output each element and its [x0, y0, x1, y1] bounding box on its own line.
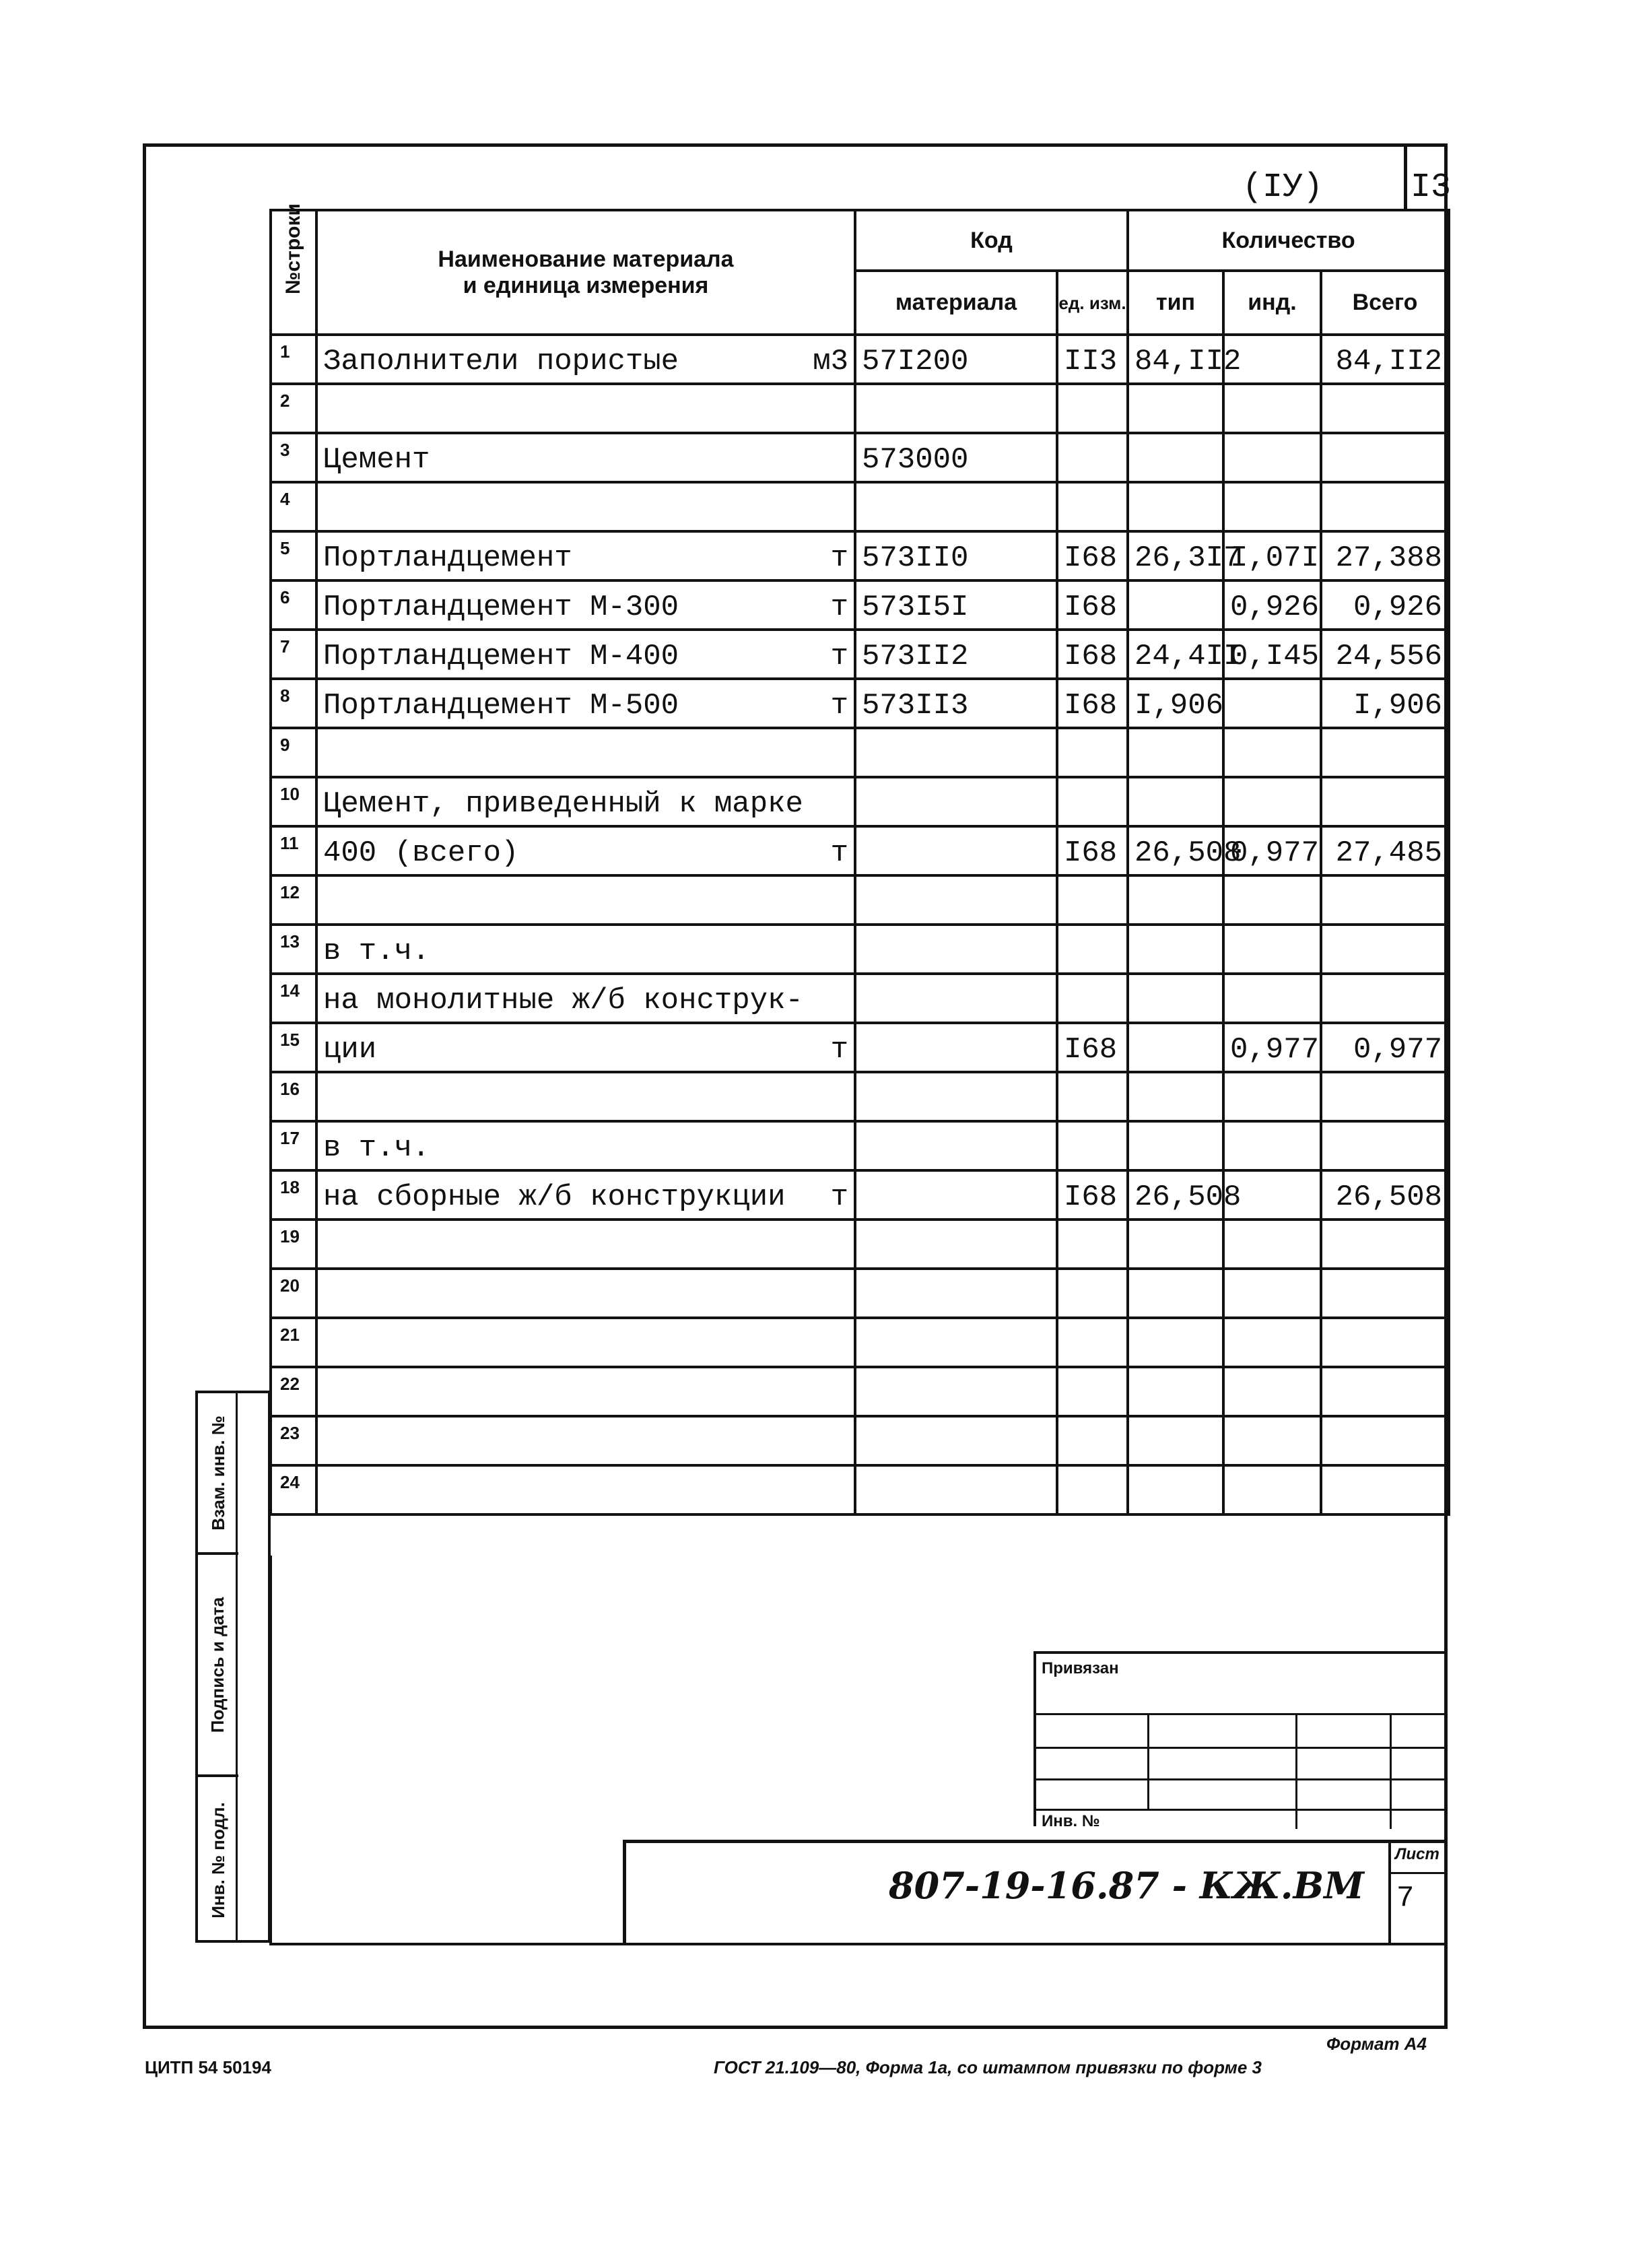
material-code: [855, 1072, 1057, 1121]
unit-code: I68: [1057, 1023, 1128, 1072]
row-number: 23: [271, 1416, 316, 1465]
unit-code: I68: [1057, 1170, 1128, 1220]
qty-total: 27,485: [1321, 826, 1449, 875]
qty-total: [1321, 1121, 1449, 1170]
unit-code: I68: [1057, 630, 1128, 679]
table-row: [271, 875, 1449, 925]
material-code: [855, 384, 1057, 433]
material-code: [855, 728, 1057, 777]
table-row: [271, 335, 1449, 384]
qty-total: [1321, 1367, 1449, 1416]
qty-type: 26,508: [1128, 1170, 1223, 1220]
qty-total: [1321, 974, 1449, 1023]
binding-label: Привязан: [1042, 1659, 1119, 1677]
material-code: [855, 1318, 1057, 1367]
table-row: [271, 1367, 1449, 1416]
binding-inv-label: Инв. №: [1042, 1812, 1100, 1830]
binding-divider: [1295, 1713, 1297, 1829]
sheet-list-line: [1391, 1872, 1448, 1874]
qty-type: [1128, 728, 1223, 777]
material-name: [316, 630, 855, 679]
qty-ind: [1223, 1072, 1321, 1121]
material-name: [316, 1416, 855, 1465]
table-row: [271, 580, 1449, 630]
table-row: [271, 826, 1449, 875]
side-stamp-divider: [236, 1393, 238, 1943]
material-code: [855, 925, 1057, 974]
row-number: 24: [271, 1465, 316, 1514]
qty-total: [1321, 1465, 1449, 1514]
qty-ind: [1223, 777, 1321, 826]
unit-code: I68: [1057, 580, 1128, 630]
material-code: 573000: [855, 433, 1057, 482]
qty-total: 0,926: [1321, 580, 1449, 630]
sheet-number: I3: [1411, 168, 1452, 207]
bottom-area-bottom-border: [269, 1943, 1448, 1945]
qty-type: 24,4II: [1128, 630, 1223, 679]
qty-type: [1128, 777, 1223, 826]
side-stamp-podpis: Подпись и дата: [198, 1555, 238, 1777]
material-code: [855, 1170, 1057, 1220]
row-number: 22: [271, 1367, 316, 1416]
qty-type: [1128, 1367, 1223, 1416]
header-row-number: №строки: [271, 210, 316, 335]
binding-divider: [1390, 1713, 1392, 1829]
header-material-name: Наименование материала и единица измерения: [316, 210, 855, 335]
qty-total: 26,508: [1321, 1170, 1449, 1220]
qty-type: [1128, 1121, 1223, 1170]
unit-code: [1057, 875, 1128, 925]
sheet-list-label: Лист: [1395, 1845, 1439, 1863]
material-unit: м3: [813, 345, 848, 378]
unit-code: [1057, 1220, 1128, 1269]
material-name: [316, 1318, 855, 1367]
sheet-list-value: 7: [1396, 1881, 1415, 1915]
material-name: [316, 875, 855, 925]
unit-code: [1057, 974, 1128, 1023]
table-row: [271, 728, 1449, 777]
qty-type: [1128, 384, 1223, 433]
material-unit: т: [830, 640, 848, 673]
material-name: [316, 580, 855, 630]
material-name: [316, 728, 855, 777]
material-name-text: в т.ч.: [323, 935, 430, 968]
material-name-text: Портландцемент: [323, 541, 572, 575]
material-name: [316, 925, 855, 974]
material-name: [316, 1023, 855, 1072]
qty-type: [1128, 1318, 1223, 1367]
qty-type: 26,508: [1128, 826, 1223, 875]
bottom-area-left-border: [269, 1556, 272, 1943]
qty-total: 24,556: [1321, 630, 1449, 679]
row-number: 5: [271, 531, 316, 580]
material-unit: т: [830, 541, 848, 575]
material-code: [855, 777, 1057, 826]
material-name: [316, 679, 855, 728]
side-stamp-inv: Инв. № подл.: [207, 1801, 228, 1919]
material-name: [316, 1170, 855, 1220]
qty-ind: [1223, 1465, 1321, 1514]
table-row: [271, 777, 1449, 826]
header-qty-type: тип: [1128, 271, 1223, 335]
row-number: 18: [271, 1170, 316, 1220]
table-row: [271, 1416, 1449, 1465]
material-name: [316, 1269, 855, 1318]
qty-type: [1128, 1023, 1223, 1072]
sheet-list-box: [1388, 1840, 1448, 1943]
materials-table: [269, 203, 1450, 1516]
unit-code: [1057, 728, 1128, 777]
material-name-text: Цемент, приведенный к марке: [323, 787, 803, 821]
table-row: [271, 630, 1449, 679]
material-name-text: на сборные ж/б конструкции: [323, 1180, 786, 1214]
material-name: [316, 826, 855, 875]
header-code-group: Код: [855, 210, 1128, 271]
row-number: 9: [271, 728, 316, 777]
material-unit: т: [830, 836, 848, 870]
qty-ind: 0,I45: [1223, 630, 1321, 679]
qty-type: [1128, 433, 1223, 482]
qty-type: [1128, 974, 1223, 1023]
qty-ind: [1223, 1220, 1321, 1269]
material-name-text: Заполнители пористые: [323, 345, 679, 378]
header-quantity-group: Количество: [1128, 210, 1449, 271]
unit-code: [1057, 777, 1128, 826]
qty-total: 84,II2: [1321, 335, 1449, 384]
material-name-text: ции: [323, 1033, 377, 1067]
qty-ind: [1223, 974, 1321, 1023]
qty-type: [1128, 1269, 1223, 1318]
row-number: 6: [271, 580, 316, 630]
qty-ind: 0,926: [1223, 580, 1321, 630]
qty-type: [1128, 875, 1223, 925]
qty-type: I,906: [1128, 679, 1223, 728]
material-code: 573II2: [855, 630, 1057, 679]
qty-ind: [1223, 1416, 1321, 1465]
row-number: 3: [271, 433, 316, 482]
binding-line: [1036, 1778, 1448, 1780]
qty-ind: [1223, 384, 1321, 433]
material-code: 573II3: [855, 679, 1057, 728]
material-name-text: Портландцемент М-400: [323, 640, 679, 673]
qty-total: 27,388: [1321, 531, 1449, 580]
unit-code: [1057, 1465, 1128, 1514]
qty-total: [1321, 1318, 1449, 1367]
qty-total: [1321, 482, 1449, 531]
qty-total: [1321, 925, 1449, 974]
row-number: 15: [271, 1023, 316, 1072]
table-row: [271, 1220, 1449, 1269]
qty-ind: [1223, 679, 1321, 728]
unit-code: I68: [1057, 531, 1128, 580]
qty-ind: [1223, 1367, 1321, 1416]
header-code-material: материала: [855, 271, 1057, 335]
row-number: 13: [271, 925, 316, 974]
material-code: [855, 482, 1057, 531]
binding-line: [1036, 1809, 1448, 1811]
sheet-section-mark: (IУ): [1242, 168, 1324, 207]
qty-ind: [1223, 1121, 1321, 1170]
table-row: [271, 482, 1449, 531]
table-row: [271, 1072, 1449, 1121]
header-code-unit: ед. изм.: [1057, 271, 1128, 335]
row-number: 16: [271, 1072, 316, 1121]
row-number: 11: [271, 826, 316, 875]
qty-ind: [1223, 728, 1321, 777]
qty-type: [1128, 1072, 1223, 1121]
qty-ind: [1223, 482, 1321, 531]
material-code: [855, 1220, 1057, 1269]
material-name: [316, 1367, 855, 1416]
qty-ind: [1223, 875, 1321, 925]
material-name: [316, 433, 855, 482]
table-row: [271, 974, 1449, 1023]
row-number: 7: [271, 630, 316, 679]
material-name: [316, 384, 855, 433]
qty-type: 84,II2: [1128, 335, 1223, 384]
material-name: [316, 974, 855, 1023]
unit-code: [1057, 482, 1128, 531]
row-number: 4: [271, 482, 316, 531]
material-code: [855, 1416, 1057, 1465]
header-qty-ind: инд.: [1223, 271, 1321, 335]
table-row: [271, 1318, 1449, 1367]
table-row: [271, 679, 1449, 728]
qty-ind: [1223, 1269, 1321, 1318]
qty-type: [1128, 580, 1223, 630]
material-name-text: Цемент: [323, 443, 430, 477]
qty-type: [1128, 1416, 1223, 1465]
material-unit: т: [830, 1033, 848, 1067]
document-code: 807-19-16.87 - КЖ.ВМ: [889, 1864, 1364, 1907]
side-stamp-vzam: Взам. инв. №: [198, 1393, 238, 1555]
format-label: Формат А4: [1326, 2034, 1427, 2054]
qty-total: [1321, 1269, 1449, 1318]
unit-code: [1057, 925, 1128, 974]
material-code: [855, 1465, 1057, 1514]
qty-ind: 0,977: [1223, 1023, 1321, 1072]
table-row: [271, 1269, 1449, 1318]
binding-line: [1036, 1747, 1448, 1749]
material-code: 57I200: [855, 335, 1057, 384]
qty-type: [1128, 1220, 1223, 1269]
row-number: 1: [271, 335, 316, 384]
row-number: 17: [271, 1121, 316, 1170]
row-number: 20: [271, 1269, 316, 1318]
qty-total: [1321, 875, 1449, 925]
qty-ind: 0,977: [1223, 826, 1321, 875]
material-name: [316, 335, 855, 384]
table-row: [271, 1023, 1449, 1072]
unit-code: [1057, 1318, 1128, 1367]
table-row: [271, 531, 1449, 580]
material-code: [855, 875, 1057, 925]
material-name: [316, 1220, 855, 1269]
qty-total: 0,977: [1321, 1023, 1449, 1072]
material-code: [855, 1121, 1057, 1170]
material-unit: т: [830, 689, 848, 723]
qty-type: [1128, 925, 1223, 974]
qty-total: [1321, 728, 1449, 777]
qty-total: [1321, 384, 1449, 433]
row-number: 2: [271, 384, 316, 433]
material-name: [316, 777, 855, 826]
footer-gost: ГОСТ 21.109—80, Форма 1а, со штампом привязки по форме 3: [714, 2057, 1262, 2077]
row-number: 14: [271, 974, 316, 1023]
material-code: [855, 826, 1057, 875]
table-row: [271, 1121, 1449, 1170]
material-name: [316, 1072, 855, 1121]
material-name: [316, 1121, 855, 1170]
binding-divider: [1147, 1713, 1149, 1809]
unit-code: [1057, 1416, 1128, 1465]
qty-type: [1128, 482, 1223, 531]
table-row: [271, 1170, 1449, 1220]
unit-code: I68: [1057, 679, 1128, 728]
material-name-text: в т.ч.: [323, 1131, 430, 1165]
qty-total: [1321, 777, 1449, 826]
material-code: 573II0: [855, 531, 1057, 580]
unit-code: [1057, 1269, 1128, 1318]
qty-ind: [1223, 433, 1321, 482]
material-name: [316, 531, 855, 580]
material-name: [316, 482, 855, 531]
unit-code: [1057, 433, 1128, 482]
row-number: 12: [271, 875, 316, 925]
material-name-text: 400 (всего): [323, 836, 519, 870]
qty-total: [1321, 433, 1449, 482]
table-row: [271, 925, 1449, 974]
qty-total: I,906: [1321, 679, 1449, 728]
row-number: 19: [271, 1220, 316, 1269]
qty-ind: [1223, 925, 1321, 974]
footer-left-code: ЦИТП 54 50194: [145, 2057, 271, 2077]
material-code: 573I5I: [855, 580, 1057, 630]
row-number: 8: [271, 679, 316, 728]
material-name-text: Портландцемент М-300: [323, 591, 679, 624]
side-stamp: [195, 1391, 271, 1943]
qty-type: 26,3I7: [1128, 531, 1223, 580]
qty-ind: [1223, 1318, 1321, 1367]
unit-code: [1057, 1072, 1128, 1121]
qty-total: [1321, 1220, 1449, 1269]
material-code: [855, 974, 1057, 1023]
material-unit: т: [830, 591, 848, 624]
material-unit: т: [830, 1180, 848, 1214]
qty-total: [1321, 1072, 1449, 1121]
qty-ind: I,07I: [1223, 531, 1321, 580]
row-number: 21: [271, 1318, 316, 1367]
header-qty-total: Всего: [1321, 271, 1449, 335]
table-row: [271, 433, 1449, 482]
unit-code: [1057, 1121, 1128, 1170]
table-row: [271, 1465, 1449, 1514]
qty-type: [1128, 1465, 1223, 1514]
unit-code: [1057, 1367, 1128, 1416]
qty-total: [1321, 1416, 1449, 1465]
binding-line: [1036, 1713, 1448, 1715]
material-code: [855, 1367, 1057, 1416]
unit-code: I68: [1057, 826, 1128, 875]
material-name: [316, 1465, 855, 1514]
unit-code: II3: [1057, 335, 1128, 384]
material-name-text: Портландцемент М-500: [323, 689, 679, 723]
row-number: 10: [271, 777, 316, 826]
table-row: [271, 384, 1449, 433]
material-code: [855, 1023, 1057, 1072]
material-name-text: на монолитные ж/б конструк-: [323, 984, 803, 1018]
unit-code: [1057, 384, 1128, 433]
material-code: [855, 1269, 1057, 1318]
binding-stamp: [1034, 1651, 1448, 1830]
